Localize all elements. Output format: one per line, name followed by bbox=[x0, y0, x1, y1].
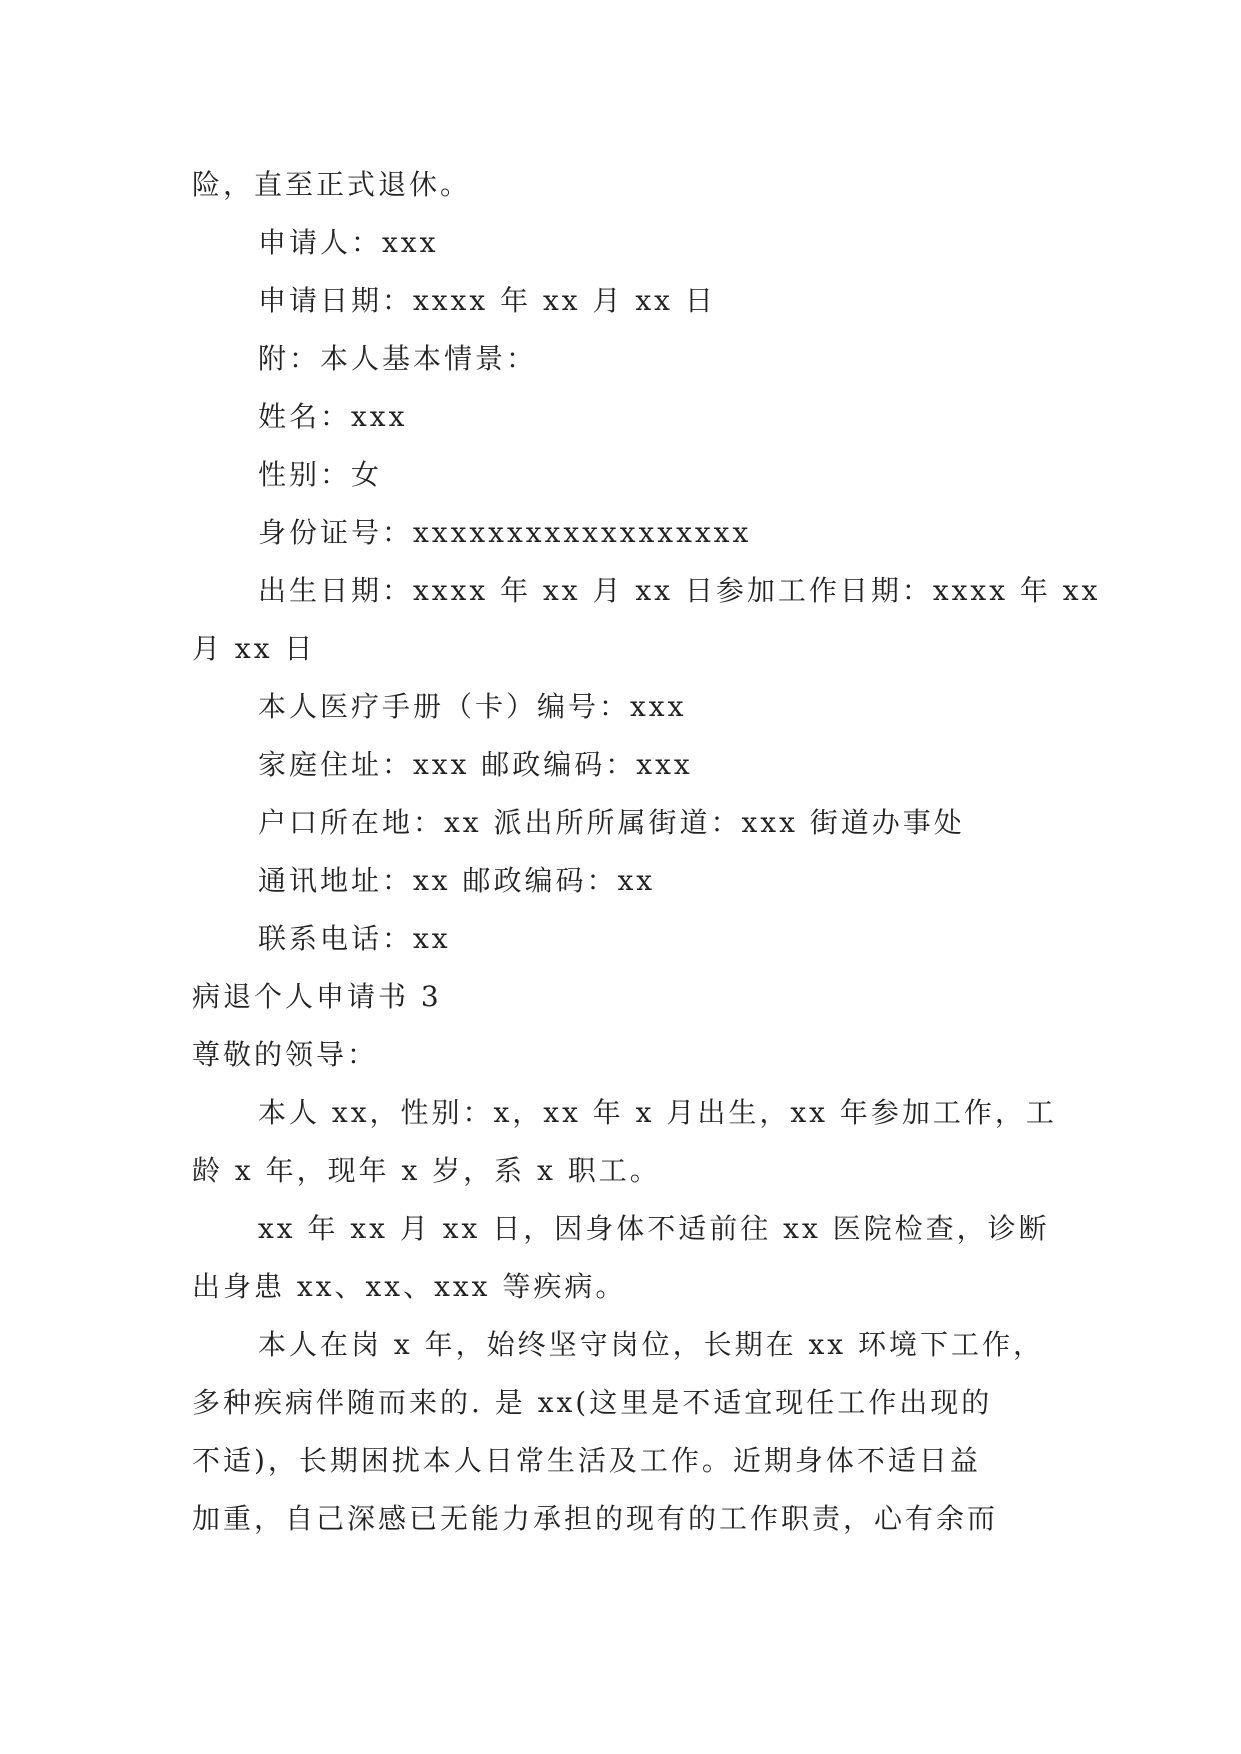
paragraph-line: 龄 x 年，现年 x 岁，系 x 职工。 bbox=[192, 1154, 661, 1187]
home-address-line: 家庭住址：xxx 邮政编码：xxx bbox=[258, 748, 693, 781]
applicant-line: 申请人：xxx bbox=[258, 226, 439, 259]
mailing-address-line: 通讯地址：xx 邮政编码：xx bbox=[258, 864, 656, 897]
paragraph-line: 不适)，长期困扰本人日常生活及工作。近期身体不适日益 bbox=[192, 1444, 981, 1477]
application-date-line: 申请日期：xxxx 年 xx 月 xx 日 bbox=[258, 284, 716, 317]
medical-card-line: 本人医疗手册（卡）编号：xxx bbox=[258, 690, 687, 723]
household-registration-line: 户口所在地：xx 派出所所属街道：xxx 街道办事处 bbox=[258, 806, 965, 839]
gender-line: 性别：女 bbox=[258, 458, 383, 491]
document-body bbox=[192, 156, 1101, 1548]
salutation: 尊敬的领导： bbox=[192, 1038, 379, 1071]
section-title: 病退个人申请书 3 bbox=[192, 980, 442, 1013]
text-line: 险，直至正式退休。 bbox=[192, 168, 472, 201]
paragraph-line: 本人在岗 x 年，始终坚守岗位，长期在 xx 环境下工作， bbox=[258, 1328, 1044, 1361]
id-number-line: 身份证号：xxxxxxxxxxxxxxxxxx bbox=[258, 516, 752, 549]
phone-line: 联系电话：xx bbox=[258, 922, 451, 955]
birth-and-work-date-line: 出生日期：xxxx 年 xx 月 xx 日参加工作日期：xxxx 年 xx bbox=[258, 574, 1101, 607]
name-line: 姓名：xxx bbox=[258, 400, 408, 433]
paragraph-line: 本人 xx，性别：x，xx 年 x 月出生，xx 年参加工作，工 bbox=[258, 1096, 1057, 1129]
birth-and-work-date-continuation: 月 xx 日 bbox=[192, 632, 316, 665]
paragraph-line: 加重，自己深感已无能力承担的现有的工作职责，心有余而 bbox=[192, 1502, 999, 1535]
paragraph-line: xx 年 xx 月 xx 日，因身体不适前往 xx 医院检查，诊断 bbox=[258, 1212, 1050, 1245]
paragraph-line: 出身患 xx、xx、xxx 等疾病。 bbox=[192, 1270, 627, 1303]
paragraph-line: 多种疾病伴随而来的. 是 xx(这里是不适宜现任工作出现的 bbox=[192, 1386, 993, 1419]
attachment-heading: 附：本人基本情景： bbox=[258, 342, 538, 375]
